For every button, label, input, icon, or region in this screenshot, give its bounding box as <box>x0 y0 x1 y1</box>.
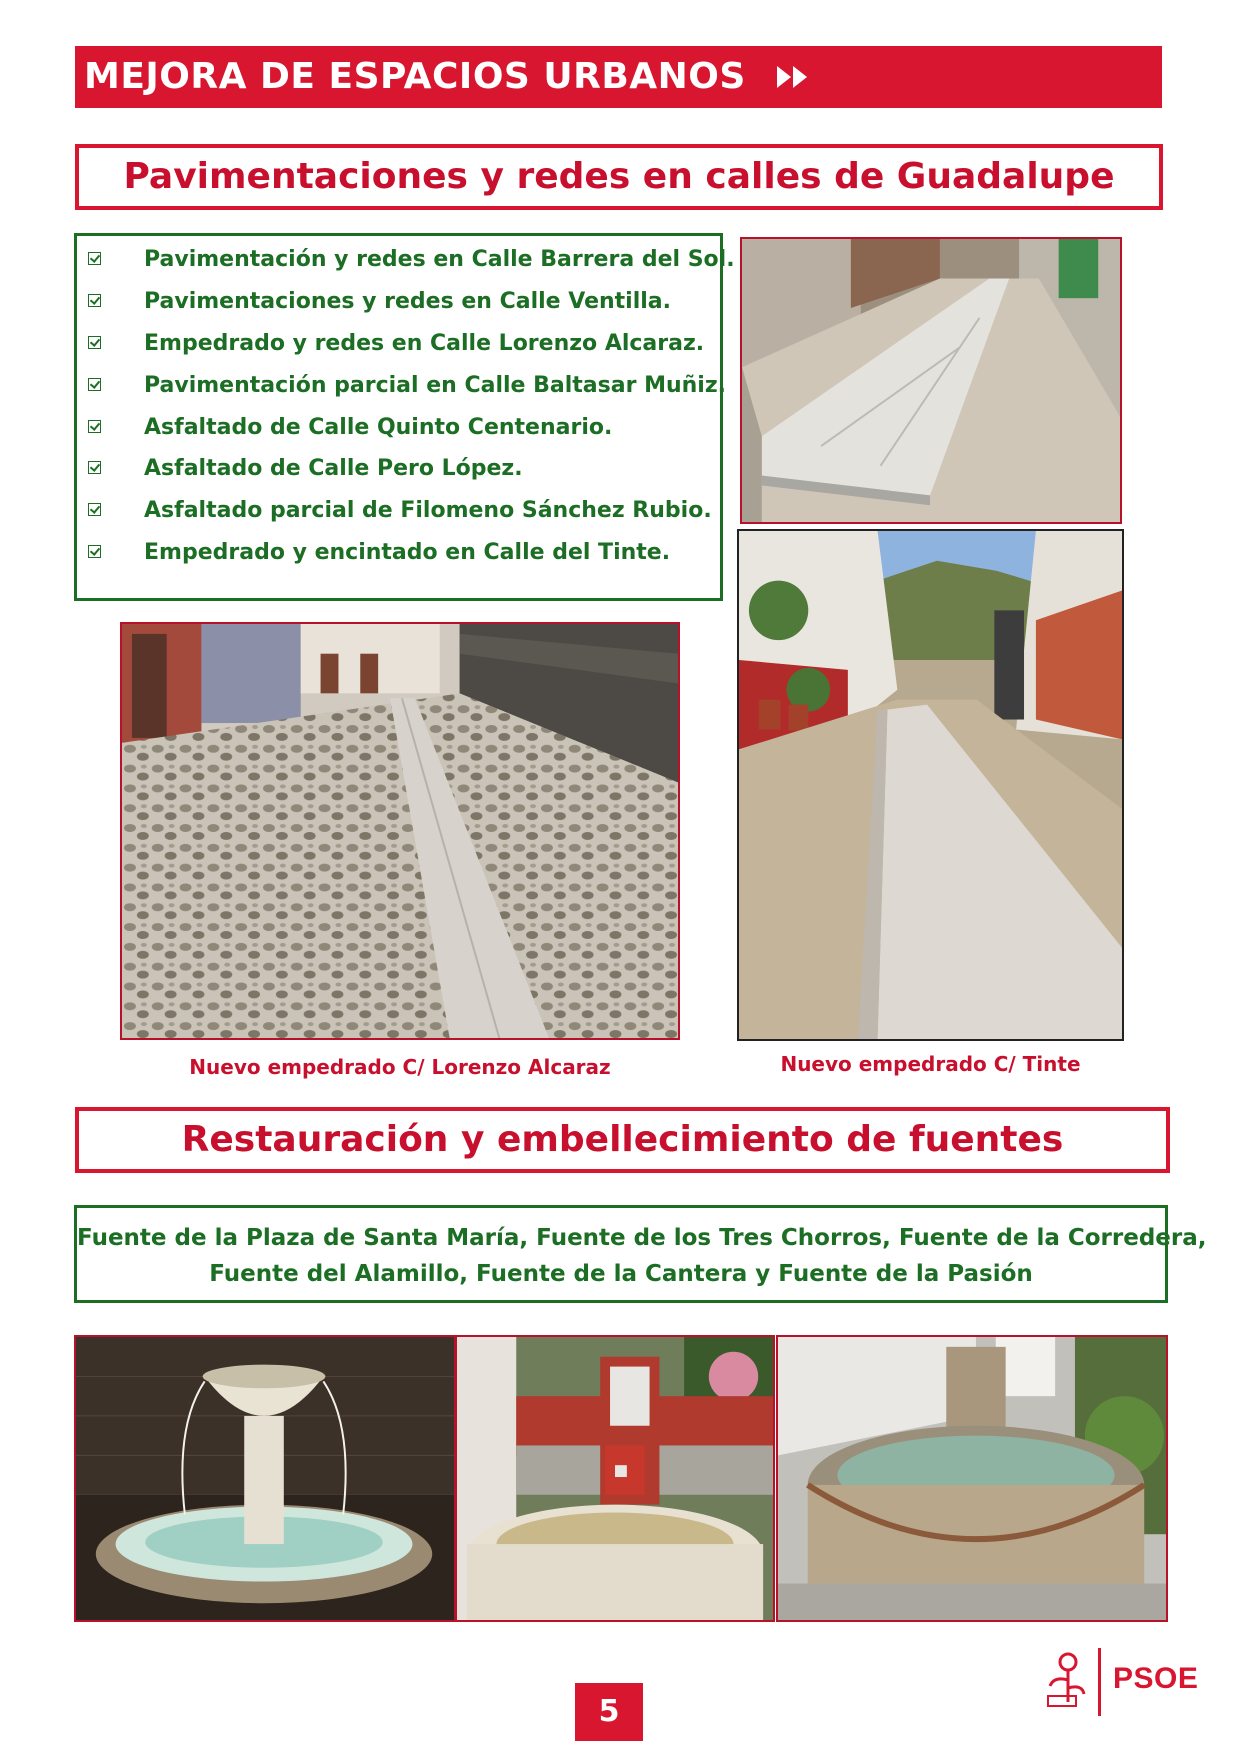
list-item: Asfaltado de Calle Pero López. <box>77 449 723 489</box>
checkbox-checked-icon <box>88 461 101 474</box>
checkbox-checked-icon <box>88 545 101 558</box>
party-logo-text: PSOE <box>1113 1662 1199 1695</box>
checkbox-checked-icon <box>88 378 101 391</box>
checkbox-checked-icon <box>88 336 101 349</box>
photo-caption: Nuevo empedrado C/ Lorenzo Alcaraz <box>189 1055 611 1079</box>
fountains-line: Fuente de la Plaza de Santa María, Fuente de los Tres Chorros, Fuente de la Corredera, <box>77 1225 1207 1251</box>
list-item: Pavimentación parcial en Calle Baltasar Muñiz. <box>77 366 723 406</box>
photo-fountain-stone <box>776 1335 1168 1622</box>
section-heading: Restauración y embellecimiento de fuentes <box>181 1119 1064 1160</box>
section-heading: Pavimentaciones y redes en calles de Guadalupe <box>123 156 1115 197</box>
checkbox-checked-icon <box>88 252 101 265</box>
double-chevron-right-icon <box>775 64 811 90</box>
photo-calle-lorenzo-alcaraz <box>120 622 680 1040</box>
checkbox-checked-icon <box>88 420 101 433</box>
fountains-list <box>74 1205 1207 1303</box>
photo-paved-street <box>740 237 1122 524</box>
list-item: Pavimentación y redes en Calle Barrera del Sol. <box>77 240 723 280</box>
list-item: Asfaltado de Calle Quinto Centenario. <box>77 408 723 448</box>
list-item: Asfaltado parcial de Filomeno Sánchez Rubio. <box>77 491 723 531</box>
page-title: MEJORA DE ESPACIOS URBANOS <box>84 56 746 97</box>
list-item: Empedrado y redes en Calle Lorenzo Alcaraz. <box>77 324 723 364</box>
photo-calle-tinte <box>737 529 1124 1041</box>
checkbox-checked-icon <box>88 503 101 516</box>
photo-fountain-tiled <box>455 1335 775 1622</box>
fountains-line: Fuente del Alamillo, Fuente de la Cantera y Fuente de la Pasión <box>209 1261 1033 1287</box>
list-item: Pavimentaciones y redes en Calle Ventilla. <box>77 282 723 322</box>
list-item: Empedrado y encintado en Calle del Tinte. <box>77 533 723 573</box>
rose-logo-icon <box>1046 1652 1086 1708</box>
checkbox-checked-icon <box>88 294 101 307</box>
photo-caption: Nuevo empedrado C/ Tinte <box>780 1052 1081 1076</box>
works-checklist <box>74 233 735 601</box>
page-number: 5 <box>575 1683 643 1741</box>
photo-fountain-night <box>74 1335 456 1622</box>
logo-divider <box>1098 1648 1101 1716</box>
